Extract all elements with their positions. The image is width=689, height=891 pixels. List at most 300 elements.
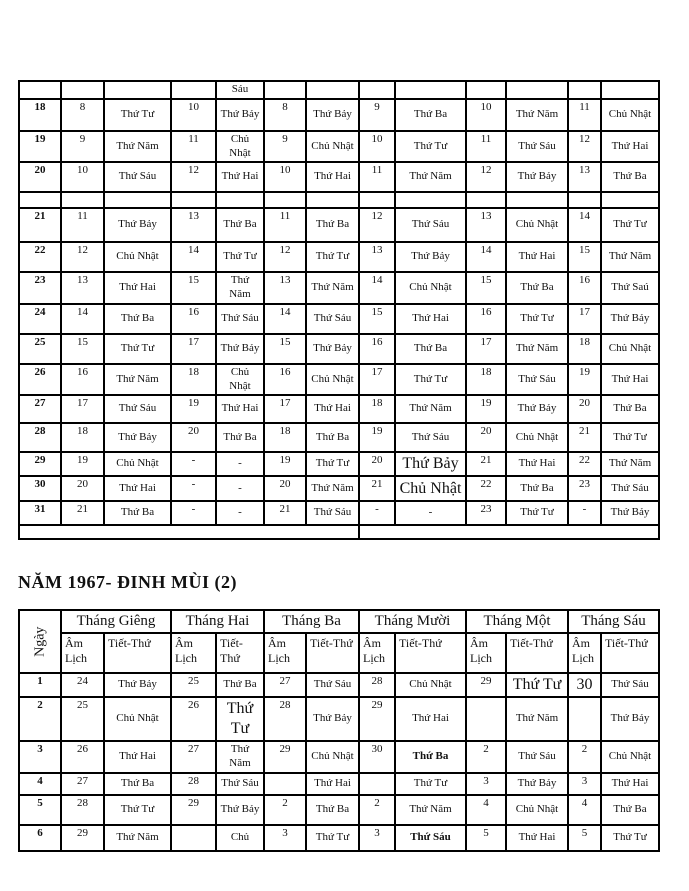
lunar-date-cell: 19 (359, 423, 395, 452)
weekday-cell: Thứ Năm (395, 162, 466, 192)
weekday-cell: Thứ Năm (506, 697, 568, 741)
lunar-date-cell: 29 (264, 741, 306, 773)
lunar-date-cell: 29 (466, 673, 506, 697)
lunar-date-cell: 30 (568, 673, 601, 697)
lunar-date-cell (359, 192, 395, 208)
lunar-date-cell: 17 (359, 364, 395, 396)
table-row (19, 741, 659, 773)
lunar-date-cell: 17 (466, 334, 506, 364)
lunar-date-cell: 13 (466, 208, 506, 242)
weekday-cell: Thứ Sáu (506, 741, 568, 773)
lunar-date-cell: 2 (568, 741, 601, 773)
lunar-date-cell (466, 81, 506, 99)
lunar-date-cell: 13 (61, 272, 104, 304)
weekday-cell: Thứ Sáu (601, 673, 659, 697)
am-lich-subheader: Âm Lịch (359, 633, 395, 673)
tiet-thu-subheader: Tiết-Thứ (601, 633, 659, 673)
day-number-cell: 1 (19, 673, 61, 697)
weekday-cell: Thứ Tư (601, 423, 659, 452)
weekday-cell: Thứ Tư (104, 795, 171, 825)
lunar-date-cell (466, 192, 506, 208)
weekday-cell: Thứ Sáu (306, 673, 359, 697)
ngay-corner-header (19, 610, 61, 673)
day-number-cell: 2 (19, 697, 61, 741)
weekday-cell: Thứ Tư (216, 697, 264, 741)
weekday-cell: Thứ Năm (506, 99, 568, 131)
lunar-date-cell (568, 81, 601, 99)
weekday-cell: Thứ Bảy (104, 423, 171, 452)
table-row (19, 476, 659, 501)
lunar-date-cell: - (171, 452, 216, 476)
weekday-cell: Thứ Ba (395, 334, 466, 364)
month-header: Tháng Sáu (568, 610, 659, 633)
lunar-date-cell: 9 (61, 131, 104, 163)
weekday-cell: Thứ Tư (306, 452, 359, 476)
lunar-date-cell: 23 (466, 501, 506, 525)
lunar-date-cell: 25 (171, 673, 216, 697)
day-number-cell: 4 (19, 773, 61, 795)
lunar-date-cell: 11 (264, 208, 306, 242)
table-row (19, 334, 659, 364)
am-lich-subheader: Âm Lịch (466, 633, 506, 673)
lunar-date-cell: 8 (264, 99, 306, 131)
weekday-cell: Thứ Hai (216, 162, 264, 192)
lunar-date-cell: 19 (466, 395, 506, 423)
am-lich-subheader: Âm Lịch (264, 633, 306, 673)
weekday-cell: Thứ Ba (506, 272, 568, 304)
month-header: Tháng Giêng (61, 610, 171, 633)
lunar-date-cell: 29 (61, 825, 104, 851)
weekday-cell: Thứ Hai (506, 452, 568, 476)
lunar-date-cell: 10 (359, 131, 395, 163)
lunar-date-cell: 12 (466, 162, 506, 192)
lunar-date-cell (359, 773, 395, 795)
weekday-cell: Thứ Sáu (395, 208, 466, 242)
weekday-cell: Thứ Tư (306, 242, 359, 272)
lunar-date-cell: 2 (466, 741, 506, 773)
weekday-cell: Thứ Ba (216, 673, 264, 697)
weekday-cell: Thứ Năm (104, 131, 171, 163)
day-number-cell: 28 (19, 423, 61, 452)
lunar-date-cell: 21 (359, 476, 395, 501)
weekday-cell: Chủ Nhật (506, 423, 568, 452)
calendar-months-body (19, 673, 659, 851)
lunar-date-cell: 18 (568, 334, 601, 364)
weekday-cell: Thứ Hai (601, 364, 659, 396)
tiet-thu-subheader: Tiết-Thứ (306, 633, 359, 673)
lunar-date-cell: 3 (466, 773, 506, 795)
weekday-cell: Thứ Sáu (306, 501, 359, 525)
day-number-cell: 21 (19, 208, 61, 242)
lunar-date-cell: 12 (264, 242, 306, 272)
weekday-cell: Thứ Bảy (306, 334, 359, 364)
weekday-cell (104, 192, 171, 208)
lunar-date-cell: 2 (264, 795, 306, 825)
lunar-date-cell: 27 (171, 741, 216, 773)
weekday-cell: Thứ Tư (395, 364, 466, 396)
weekday-cell: Chủ Nhật (395, 272, 466, 304)
day-number-cell: 6 (19, 825, 61, 851)
tiet-thu-subheader: Tiết-Thứ (395, 633, 466, 673)
weekday-cell (395, 81, 466, 99)
weekday-cell: Thứ Năm (395, 795, 466, 825)
lunar-date-cell: 15 (359, 304, 395, 334)
lunar-date-cell: 3 (264, 825, 306, 851)
lunar-date-cell: 13 (264, 272, 306, 304)
lunar-date-cell: 15 (171, 272, 216, 304)
weekday-cell: Thứ Tư (506, 501, 568, 525)
table-row (19, 131, 659, 163)
weekday-cell: Thứ Hai (216, 395, 264, 423)
lunar-date-cell: 20 (171, 423, 216, 452)
lunar-date-cell: 12 (61, 242, 104, 272)
day-number-cell: 3 (19, 741, 61, 773)
weekday-cell: Thứ Hai (104, 272, 171, 304)
weekday-cell: Thứ Bảy (306, 697, 359, 741)
weekday-cell: Chủ Nhật (216, 364, 264, 396)
table-row (19, 423, 659, 452)
weekday-cell: Thứ Sáu (306, 304, 359, 334)
weekday-cell: Chủ Nhật (395, 673, 466, 697)
lunar-date-cell: 5 (466, 825, 506, 851)
weekday-cell: Thứ Bảy (216, 334, 264, 364)
weekday-cell (306, 192, 359, 208)
lunar-date-cell: 17 (61, 395, 104, 423)
lunar-date-cell (171, 81, 216, 99)
weekday-cell: Thứ Năm (601, 452, 659, 476)
lunar-date-cell: 27 (61, 773, 104, 795)
lunar-date-cell: 28 (264, 697, 306, 741)
lunar-date-cell: 19 (171, 395, 216, 423)
weekday-cell: Thứ Tư (104, 334, 171, 364)
lunar-date-cell: 11 (568, 99, 601, 131)
lunar-date-cell: 14 (264, 304, 306, 334)
lunar-date-cell: 10 (264, 162, 306, 192)
weekday-cell (306, 81, 359, 99)
weekday-cell (601, 192, 659, 208)
weekday-cell: Thứ Tư (395, 773, 466, 795)
calendar-months-header (19, 610, 659, 673)
lunar-date-cell (171, 192, 216, 208)
lunar-date-cell: 13 (171, 208, 216, 242)
weekday-cell: Thứ Năm (395, 395, 466, 423)
lunar-date-cell: 15 (568, 242, 601, 272)
weekday-cell: Chủ Nhật (104, 242, 171, 272)
weekday-cell: Thứ Hai (601, 131, 659, 163)
tiet-thu-subheader: Tiết-Thứ (104, 633, 171, 673)
weekday-cell (395, 192, 466, 208)
lunar-date-cell: 20 (264, 476, 306, 501)
lunar-date-cell: 15 (466, 272, 506, 304)
lunar-date-cell (264, 192, 306, 208)
weekday-cell: Sáu (216, 81, 264, 99)
am-lich-subheader: Âm Lịch (61, 633, 104, 673)
lunar-date-cell: 16 (466, 304, 506, 334)
weekday-cell: Thứ Bảy (216, 795, 264, 825)
lunar-date-cell: - (171, 501, 216, 525)
lunar-date-cell: 19 (568, 364, 601, 396)
lunar-date-cell: 22 (466, 476, 506, 501)
day-number-cell (19, 192, 61, 208)
weekday-cell: Chủ Nhật (306, 364, 359, 396)
weekday-cell: Thứ Hai (104, 476, 171, 501)
day-number-cell: 27 (19, 395, 61, 423)
table-row (19, 395, 659, 423)
calendar-months-table (18, 609, 660, 851)
day-number-cell: 18 (19, 99, 61, 131)
lunar-date-cell: 18 (264, 423, 306, 452)
lunar-date-cell: 14 (61, 304, 104, 334)
lunar-date-cell: 2 (359, 795, 395, 825)
table-row (19, 795, 659, 825)
weekday-cell: Thứ Sáu (216, 773, 264, 795)
lunar-date-cell: 30 (359, 741, 395, 773)
weekday-cell: Thứ Tư (601, 208, 659, 242)
weekday-cell: Thứ Ba (395, 99, 466, 131)
weekday-cell: Thứ Bảy (601, 501, 659, 525)
month-header: Tháng Một (466, 610, 568, 633)
weekday-cell: Thứ Bảy (104, 673, 171, 697)
weekday-cell: Thứ Saú (601, 272, 659, 304)
month-header: Tháng Hai (171, 610, 264, 633)
lunar-date-cell: 4 (568, 795, 601, 825)
empty-span-cell (19, 525, 359, 539)
weekday-cell: Thứ Tư (601, 825, 659, 851)
lunar-date-cell: 11 (61, 208, 104, 242)
lunar-date-cell (264, 81, 306, 99)
month-header: Tháng Mười (359, 610, 466, 633)
day-number-cell: 23 (19, 272, 61, 304)
weekday-cell: Thứ Hai (306, 773, 359, 795)
weekday-cell: Thứ Bảy (395, 242, 466, 272)
weekday-cell: - (216, 501, 264, 525)
calendar-continuation-table (18, 80, 660, 540)
weekday-cell: Thứ Ba (395, 741, 466, 773)
weekday-cell: Thứ Tư (395, 131, 466, 163)
am-lich-subheader: Âm Lịch (171, 633, 216, 673)
weekday-cell: Thứ Bảy (506, 395, 568, 423)
table-row (19, 501, 659, 525)
lunar-date-cell: 3 (568, 773, 601, 795)
weekday-cell: Thứ Hai (506, 825, 568, 851)
weekday-cell: Thứ Năm (104, 825, 171, 851)
lunar-date-cell: 15 (61, 334, 104, 364)
weekday-cell: Thứ Bảy (506, 162, 568, 192)
lunar-date-cell: - (568, 501, 601, 525)
weekday-cell: Thứ Hai (395, 697, 466, 741)
table-row (19, 192, 659, 208)
day-number-cell: 30 (19, 476, 61, 501)
weekday-cell: Thứ Hai (506, 242, 568, 272)
lunar-date-cell: 21 (61, 501, 104, 525)
lunar-date-cell: 21 (264, 501, 306, 525)
lunar-date-cell (359, 81, 395, 99)
weekday-cell: Thứ Hai (104, 741, 171, 773)
calendar-continuation-body (19, 81, 659, 539)
day-number-cell: 31 (19, 501, 61, 525)
weekday-cell: - (395, 501, 466, 525)
weekday-cell: Thứ Tư (506, 673, 568, 697)
weekday-cell: Chủ Nhật (216, 131, 264, 163)
lunar-date-cell: 29 (359, 697, 395, 741)
subheader-row (19, 633, 659, 673)
weekday-cell: Thứ Ba (306, 423, 359, 452)
year-heading: NĂM 1967- ĐINH MÙI (2) (18, 572, 237, 593)
lunar-date-cell: 29 (171, 795, 216, 825)
lunar-date-cell: 16 (171, 304, 216, 334)
table-row (19, 697, 659, 741)
lunar-date-cell: 9 (359, 99, 395, 131)
lunar-date-cell: 4 (466, 795, 506, 825)
weekday-cell: Chủ Nhật (104, 452, 171, 476)
lunar-date-cell: 13 (359, 242, 395, 272)
weekday-cell: Thứ Ba (216, 208, 264, 242)
weekday-cell: Chủ Nhật (506, 208, 568, 242)
lunar-date-cell (61, 192, 104, 208)
lunar-date-cell: 5 (568, 825, 601, 851)
lunar-date-cell: 16 (359, 334, 395, 364)
weekday-cell: Thứ Năm (104, 364, 171, 396)
weekday-cell: Thứ Hai (306, 395, 359, 423)
lunar-date-cell: 9 (264, 131, 306, 163)
weekday-cell: Thứ Ba (216, 423, 264, 452)
weekday-cell: Thứ Hai (306, 162, 359, 192)
weekday-cell: Thứ Sáu (216, 304, 264, 334)
lunar-date-cell: 22 (568, 452, 601, 476)
empty-span-cell (359, 525, 659, 539)
weekday-cell: Thứ Ba (601, 395, 659, 423)
day-number-cell: 24 (19, 304, 61, 334)
lunar-date-cell: 19 (264, 452, 306, 476)
weekday-cell: Thứ Tư (104, 99, 171, 131)
ngay-vertical-label: Ngày (32, 626, 48, 657)
lunar-date-cell (264, 773, 306, 795)
weekday-cell: Thứ Năm (216, 272, 264, 304)
weekday-cell: Thứ Sáu (104, 162, 171, 192)
lunar-date-cell: - (359, 501, 395, 525)
lunar-date-cell: 14 (466, 242, 506, 272)
lunar-date-cell: 12 (568, 131, 601, 163)
weekday-cell: Chủ Nhật (306, 741, 359, 773)
weekday-cell: Thứ Ba (104, 501, 171, 525)
lunar-date-cell (171, 825, 216, 851)
lunar-date-cell: 23 (568, 476, 601, 501)
weekday-cell: Thứ Sáu (506, 131, 568, 163)
lunar-date-cell (568, 192, 601, 208)
weekday-cell: Thứ Sáu (395, 825, 466, 851)
lunar-date-cell: 25 (61, 697, 104, 741)
weekday-cell: Chủ (216, 825, 264, 851)
lunar-date-cell: 20 (359, 452, 395, 476)
weekday-cell: Thứ Năm (601, 242, 659, 272)
lunar-date-cell: 11 (171, 131, 216, 163)
weekday-cell: Thứ Hai (601, 773, 659, 795)
lunar-date-cell: 12 (359, 208, 395, 242)
lunar-date-cell: 13 (568, 162, 601, 192)
table-row (19, 208, 659, 242)
weekday-cell: Thứ Sáu (104, 395, 171, 423)
lunar-date-cell (568, 697, 601, 741)
table-row (19, 525, 659, 539)
weekday-cell: Thứ Tư (216, 242, 264, 272)
lunar-date-cell: 20 (466, 423, 506, 452)
lunar-date-cell: 16 (61, 364, 104, 396)
lunar-date-cell: 20 (61, 476, 104, 501)
lunar-date-cell: 17 (171, 334, 216, 364)
table-row (19, 825, 659, 851)
table-row (19, 162, 659, 192)
weekday-cell: Chủ Nhật (395, 476, 466, 501)
table-row (19, 272, 659, 304)
lunar-date-cell: 11 (466, 131, 506, 163)
lunar-date-cell: 20 (568, 395, 601, 423)
day-number-cell: 20 (19, 162, 61, 192)
weekday-cell: Chủ Nhật (306, 131, 359, 163)
lunar-date-cell: 21 (466, 452, 506, 476)
weekday-cell: - (216, 476, 264, 501)
weekday-cell: Thứ Bảy (104, 208, 171, 242)
table-row (19, 304, 659, 334)
weekday-cell: Thứ Ba (104, 304, 171, 334)
lunar-date-cell: 14 (171, 242, 216, 272)
weekday-cell: Thứ Hai (395, 304, 466, 334)
lunar-date-cell: 10 (466, 99, 506, 131)
month-header: Tháng Ba (264, 610, 359, 633)
lunar-date-cell: 18 (466, 364, 506, 396)
weekday-cell (506, 192, 568, 208)
weekday-cell: Chủ Nhật (601, 334, 659, 364)
tiet-thu-subheader: Tiết-Thứ (506, 633, 568, 673)
table-row (19, 673, 659, 697)
lunar-date-cell: 10 (61, 162, 104, 192)
weekday-cell: Thứ Năm (306, 476, 359, 501)
weekday-cell: Thứ Năm (306, 272, 359, 304)
weekday-cell: Thứ Bảy (506, 773, 568, 795)
weekday-cell (601, 81, 659, 99)
lunar-date-cell: 16 (264, 364, 306, 396)
weekday-cell: Thứ Ba (306, 208, 359, 242)
weekday-cell: Thứ Ba (601, 162, 659, 192)
lunar-date-cell: 12 (171, 162, 216, 192)
lunar-date-cell (466, 697, 506, 741)
lunar-date-cell: - (171, 476, 216, 501)
lunar-date-cell: 16 (568, 272, 601, 304)
weekday-cell: Thứ Bảy (395, 452, 466, 476)
day-number-cell: 22 (19, 242, 61, 272)
lunar-date-cell: 3 (359, 825, 395, 851)
weekday-cell: Thứ Ba (506, 476, 568, 501)
lunar-date-cell: 10 (171, 99, 216, 131)
weekday-cell: Thứ Năm (216, 741, 264, 773)
lunar-date-cell: 14 (359, 272, 395, 304)
weekday-cell (506, 81, 568, 99)
day-number-cell (19, 81, 61, 99)
weekday-cell: - (216, 452, 264, 476)
day-number-cell: 29 (19, 452, 61, 476)
weekday-cell: Thứ Tư (306, 825, 359, 851)
weekday-cell: Chủ Nhật (601, 99, 659, 131)
weekday-cell: Thứ Bảy (601, 304, 659, 334)
weekday-cell: Thứ Sáu (395, 423, 466, 452)
weekday-cell: Chủ Nhật (506, 795, 568, 825)
weekday-cell: Chủ Nhật (104, 697, 171, 741)
lunar-date-cell: 24 (61, 673, 104, 697)
day-number-cell: 25 (19, 334, 61, 364)
weekday-cell: Thứ Ba (104, 773, 171, 795)
table-row (19, 452, 659, 476)
table-row (19, 81, 659, 99)
day-number-cell: 19 (19, 131, 61, 163)
